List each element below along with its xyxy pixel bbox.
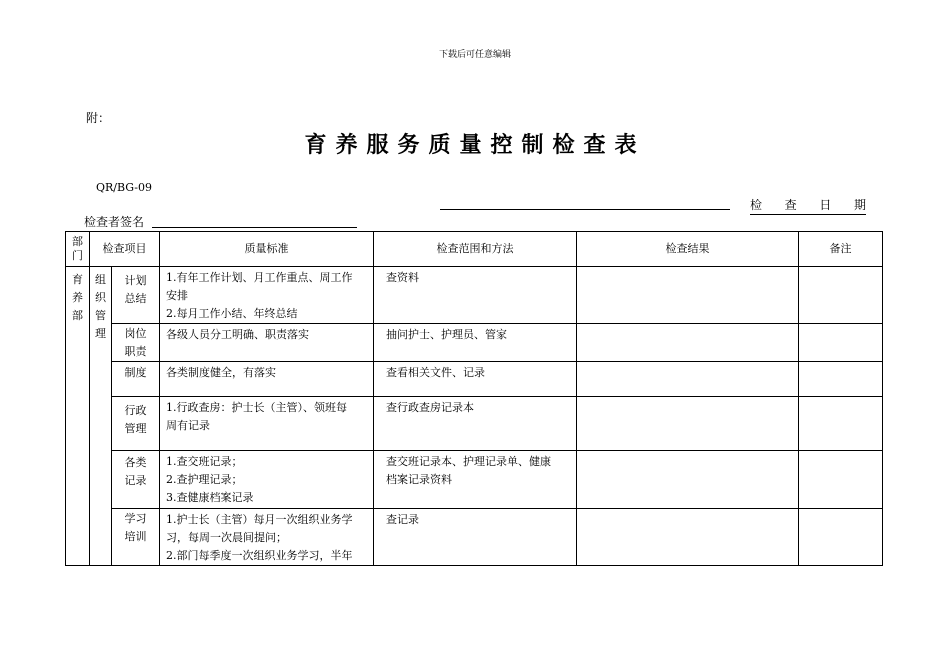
date-label — [750, 196, 866, 215]
range-line: 档案记录资料 — [386, 473, 452, 486]
result-cell[interactable] — [577, 324, 799, 362]
standard-line: 1.行政查房：护士长（主管）、领班每 — [166, 401, 347, 414]
standard-line: 各类制度健全，有落实 — [166, 366, 276, 379]
dept-cell — [66, 267, 90, 566]
item-cell — [112, 451, 160, 509]
item-line: 记录 — [124, 474, 147, 487]
group-char: 组 — [95, 273, 106, 286]
header-item: 检查项目 — [90, 232, 160, 267]
note-cell[interactable] — [799, 451, 883, 509]
group-char: 管 — [95, 309, 106, 322]
note-cell[interactable] — [799, 509, 883, 566]
standard-line: 1.有年工作计划、月工作重点、周工作 — [166, 271, 353, 284]
header-standard: 质量标准 — [160, 232, 374, 267]
result-cell[interactable] — [577, 397, 799, 451]
date-char: 日 — [819, 198, 832, 212]
table-row — [66, 397, 883, 451]
item-line: 计划 — [124, 274, 147, 287]
range-cell — [374, 324, 577, 362]
header-range: 检查范围和方法 — [374, 232, 577, 267]
item-line: 岗位 — [124, 327, 147, 340]
range-line: 查看相关文件、记录 — [386, 366, 485, 379]
header-dept-char: 门 — [72, 249, 83, 262]
result-cell[interactable] — [577, 451, 799, 509]
date-char: 期 — [853, 198, 866, 212]
note-cell[interactable] — [799, 397, 883, 451]
range-line: 查交班记录本、护理记录单、健康 — [386, 455, 551, 468]
result-cell[interactable] — [577, 509, 799, 566]
standard-line: 2.每月工作小结、年终总结 — [166, 307, 298, 320]
range-cell — [374, 267, 577, 324]
range-line: 查记录 — [386, 513, 419, 526]
form-code: QR/BG-09 — [96, 181, 152, 194]
standard-cell — [160, 451, 374, 509]
header-dept — [66, 232, 90, 267]
item-line: 各类 — [124, 456, 147, 469]
item-cell — [112, 324, 160, 362]
standard-line: 2.部门每季度一次组织业务学习，半年 — [166, 549, 353, 562]
standard-line: 安排 — [166, 289, 188, 302]
dept-char: 部 — [72, 309, 83, 322]
standard-line: 2.查护理记录； — [166, 473, 243, 486]
table-row — [66, 509, 883, 566]
signer-fill-line — [152, 227, 357, 228]
note-cell[interactable] — [799, 324, 883, 362]
group-cell — [90, 267, 112, 566]
standard-cell — [160, 267, 374, 324]
group-char: 织 — [95, 291, 106, 304]
item-line: 行政 — [124, 404, 147, 417]
header-note: 下载后可任意编辑 — [438, 50, 511, 60]
item-line: 培训 — [124, 530, 147, 543]
standard-line: 1.护士长（主管）每月一次组织业务学 — [166, 513, 353, 526]
standard-cell — [160, 509, 374, 566]
appendix-label: 附： — [86, 111, 111, 125]
note-cell[interactable] — [799, 267, 883, 324]
item-cell — [112, 397, 160, 451]
group-char: 理 — [95, 327, 106, 340]
table-row — [66, 362, 883, 397]
signer-label: 检查者签名 — [84, 215, 145, 229]
range-cell — [374, 451, 577, 509]
dept-char: 育 — [72, 273, 83, 286]
standard-line: 3.查健康档案记录 — [166, 491, 254, 504]
standard-cell — [160, 362, 374, 397]
inspection-table — [65, 231, 883, 566]
header-dept-char: 部 — [72, 235, 83, 248]
table-row — [66, 451, 883, 509]
item-line: 职责 — [124, 345, 147, 358]
standard-line: 习，每周一次晨间提问； — [166, 531, 287, 544]
page-title: 育养服务质量控制检查表 — [304, 133, 646, 158]
date-fill-line — [440, 209, 730, 210]
range-line: 查行政查房记录本 — [386, 401, 474, 414]
header-result: 检查结果 — [577, 232, 799, 267]
item-line: 学习 — [124, 512, 147, 525]
item-line: 制度 — [124, 366, 147, 379]
table-row — [66, 267, 883, 324]
item-line: 总结 — [124, 292, 147, 305]
item-cell — [112, 267, 160, 324]
range-line: 抽问护士、护理员、管家 — [386, 328, 507, 341]
range-line: 查资料 — [386, 271, 419, 284]
standard-line: 周有记录 — [166, 419, 210, 432]
item-line: 管理 — [124, 422, 147, 435]
table-row — [66, 324, 883, 362]
table-header-row — [66, 232, 883, 267]
item-cell — [112, 509, 160, 566]
dept-char: 养 — [72, 291, 83, 304]
date-char: 检 — [750, 198, 763, 212]
item-cell — [112, 362, 160, 397]
standard-line: 1.查交班记录； — [166, 455, 243, 468]
header-note: 备注 — [799, 232, 883, 267]
result-cell[interactable] — [577, 267, 799, 324]
result-cell[interactable] — [577, 362, 799, 397]
range-cell — [374, 397, 577, 451]
range-cell — [374, 509, 577, 566]
standard-line: 各级人员分工明确、职责落实 — [166, 328, 309, 341]
range-cell — [374, 362, 577, 397]
standard-cell — [160, 397, 374, 451]
note-cell[interactable] — [799, 362, 883, 397]
standard-cell — [160, 324, 374, 362]
date-char: 查 — [784, 198, 797, 212]
